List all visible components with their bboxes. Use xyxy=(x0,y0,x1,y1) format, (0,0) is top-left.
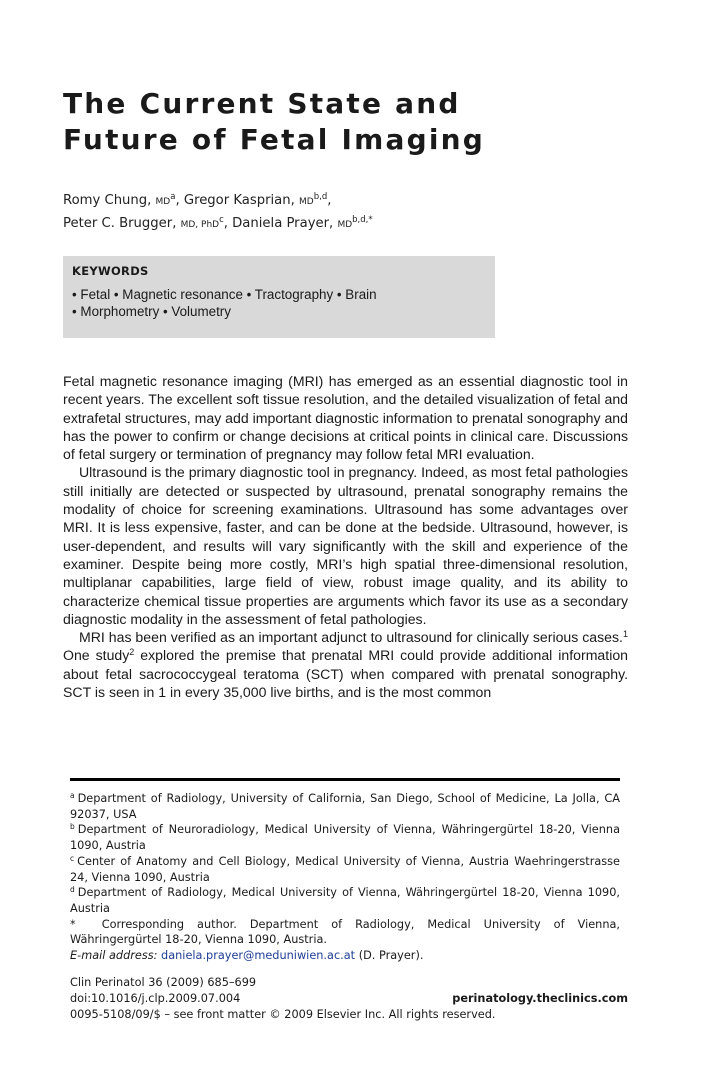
email-link[interactable]: daniela.prayer@meduniwien.ac.at xyxy=(161,949,356,963)
publication-meta xyxy=(70,975,630,1022)
body-paragraph-2: Ultrasound is the primary diagnostic tool in pregnancy. Indeed, as most fetal pathologies still initially are detected or suspected by ultrasound, prenatal sonography remains the modality of choice for screening examinations. Ultrasound has some advantages over MRI. It is less expensive, faster, and can be done at the bedside. Ultrasound, however, is user-dependent, and results will vary significantly with the skill and experience of the examiner. Despite being more costly, MRI’s high spatial three-dimensional resolution, multiplanar capabilities, large field of view, robust image quality, and its ability to characterize chemical tissue properties are arguments which favor its use as a secondary diagnostic modality in the assessment of fetal pathologies. xyxy=(63,464,628,627)
keywords-line-1: • Fetal • Magnetic resonance • Tractography • Brain xyxy=(72,287,377,302)
journal-citation: Clin Perinatol 36 (2009) 685–699 xyxy=(70,976,257,989)
author-list: Romy Chung, $MD^a$, Gregor Kasprian, MD$^{b,d}$, Peter C. Brugger, MD, PhD$^c$, Daniela Prayer, $MD^{b,d,*}$ xyxy=(63,192,373,231)
author-1-name: Romy Chung, xyxy=(63,193,152,208)
author-2-affil: b,d xyxy=(313,192,328,202)
footnote-a xyxy=(70,791,620,822)
footnotes xyxy=(70,791,620,964)
footnote-d xyxy=(70,885,620,916)
copyright-line: 0095-5108/09/$ – see front matter © 2009 Elsevier Inc. All rights reserved. xyxy=(70,1007,496,1021)
footnote-a-mark: a xyxy=(70,791,75,800)
keywords-line-2: • Morphometry • Volumetry xyxy=(72,304,231,319)
author-2-name: Gregor Kasprian, xyxy=(183,193,295,208)
footnote-b-text: Department of Neuroradiology, Medical University of Vienna, Währingergürtel 18-20, Vienna 1090, Austria xyxy=(70,823,620,853)
footnote-b xyxy=(70,822,620,853)
corresponding-mark: * xyxy=(70,917,76,931)
article-body xyxy=(63,372,628,701)
citation-ref-1[interactable]: 1 xyxy=(622,629,628,640)
footnote-a-text: Department of Radiology, University of California, San Diego, School of Medicine, La Jolla, CA 92037, USA xyxy=(70,792,620,821)
author-3-affil: c xyxy=(219,215,224,225)
body-paragraph-3-part-c: explored the premise that prenatal MRI could provide additional information about fetal sacrococcygeal teratoma (SCT) when compared with prenatal sonography. SCT is seen in 1 in every 35,000 live births, and is the most common xyxy=(63,647,628,701)
footnote-c-mark: c xyxy=(70,853,75,863)
title-line-1: The Current State and xyxy=(63,87,461,120)
title-line-2: Future of Fetal Imaging xyxy=(63,123,486,156)
footnote-d-mark: d xyxy=(70,885,75,895)
footnote-corresponding xyxy=(70,917,620,948)
footnote-divider xyxy=(70,778,620,781)
footnote-d-text: Department of Radiology, Medical University of Vienna, Währingergürtel 18-20, Vienna 1090, Austria xyxy=(70,886,620,915)
email-suffix: (D. Prayer). xyxy=(358,949,424,963)
author-1-affil: a xyxy=(170,192,176,202)
author-4-degree: MD xyxy=(337,220,353,230)
doi[interactable]: doi:10.1016/j.clp.2009.07.004 xyxy=(70,991,241,1005)
email-label: E-mail address: xyxy=(70,949,158,963)
article-title xyxy=(63,86,663,158)
body-paragraph-3-part-a: MRI has been verified as an important adjunct to ultrasound for clinically serious cases. xyxy=(79,629,623,646)
author-1-degree: MD xyxy=(155,197,171,207)
keywords-box xyxy=(63,256,495,338)
body-paragraph-3 xyxy=(63,628,628,701)
footnote-c-text: Center of Anatomy and Cell Biology, Medical University of Vienna, Austria Waehringerstrasse 24, Vienna 1090, Austria xyxy=(70,854,620,884)
citation-ref-2[interactable]: 2 xyxy=(129,647,135,658)
author-2-degree: MD xyxy=(299,197,314,207)
author-4-name: Daniela Prayer, xyxy=(232,216,334,231)
author-3-name: Peter C. Brugger, xyxy=(63,216,177,231)
footnote-c xyxy=(70,854,620,885)
corresponding-text: Corresponding author. Department of Radiology, Medical University of Vienna, Währingergürtel 18-20, Vienna 1090, Austria. xyxy=(70,917,620,947)
keywords-heading: KEYWORDS xyxy=(72,264,149,278)
author-3-degree: MD, PhD xyxy=(180,220,220,230)
body-paragraph-1: Fetal magnetic resonance imaging (MRI) has emerged as an essential diagnostic tool in recent years. The excellent soft tissue resolution, and the detailed visualization of fetal and extrafetal structures, may add important diagnostic information to prenatal sonography and has the power to confirm or change decisions at critical points in clinical care. Discussions of fetal surgery or termination of pregnancy may follow fetal MRI evaluation. xyxy=(63,373,628,463)
journal-site-link[interactable]: perinatology.theclinics.com xyxy=(452,991,628,1005)
author-4-affil: b,d,* xyxy=(352,215,373,225)
footnote-email xyxy=(70,948,620,964)
footnote-b-mark: b xyxy=(70,822,75,832)
body-paragraph-3-part-b: One study xyxy=(63,647,130,664)
